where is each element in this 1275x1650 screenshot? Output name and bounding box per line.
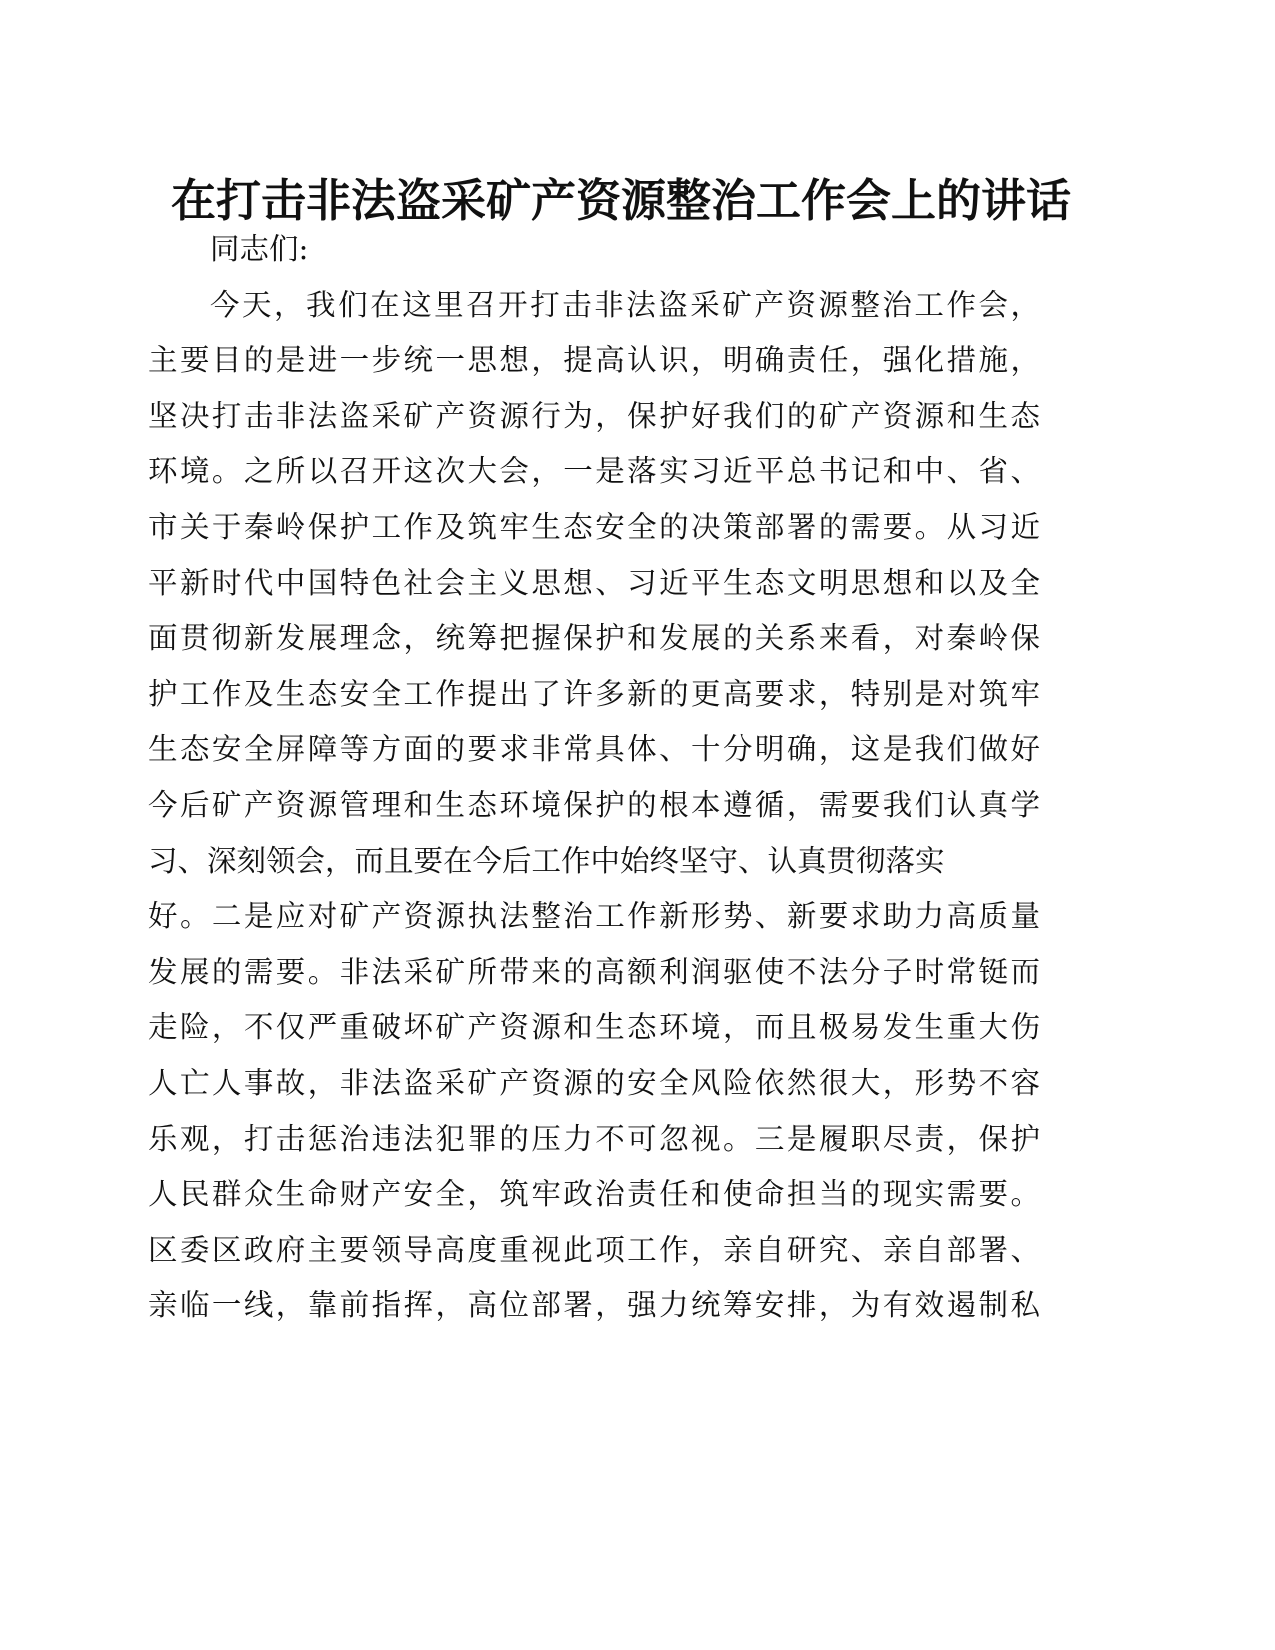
paragraph-line: 环境。之所以召开这次大会，一是落实习近平总书记和中、省、 [148, 454, 1040, 489]
paragraph-line: 走险，不仅严重破坏矿产资源和生态环境，而且极易发生重大伤 [148, 1010, 1040, 1045]
paragraph-line: 今后矿产资源管理和生态环境保护的根本遵循，需要我们认真学 [148, 787, 1040, 822]
document-title: 在打击非法盗采矿产资源整治工作会上的讲话 [170, 174, 1071, 227]
paragraph-line: 好。二是应对矿产资源执法整治工作新形势、新要求助力高质量 [148, 899, 1040, 934]
paragraph-line: 平新时代中国特色社会主义思想、习近平生态文明思想和以及全 [148, 565, 1040, 600]
paragraph-line: 市关于秦岭保护工作及筑牢生态安全的决策部署的需要。从习近 [148, 509, 1040, 544]
greeting-line: 同志们: [210, 232, 309, 266]
paragraph-line: 习、深刻领会，而且要在今后工作中始终坚守、认真贯彻落实 [148, 843, 945, 878]
paragraph-line: 主要目的是进一步统一思想，提高认识，明确责任，强化措施， [148, 343, 1040, 378]
paragraph-line: 人民群众生命财产安全，筑牢政治责任和使命担当的现实需要。 [148, 1177, 1040, 1212]
paragraph-line: 坚决打击非法盗采矿产资源行为，保护好我们的矿产资源和生态 [148, 398, 1040, 433]
paragraph-line: 发展的需要。非法采矿所带来的高额利润驱使不法分子时常铤而 [148, 954, 1040, 989]
paragraph-line: 面贯彻新发展理念，统筹把握保护和发展的关系来看，对秦岭保 [148, 621, 1040, 656]
paragraph-line: 乐观，打击惩治违法犯罪的压力不可忽视。三是履职尽责，保护 [148, 1121, 1040, 1156]
paragraph-line: 亲临一线，靠前指挥，高位部署，强力统筹安排，为有效遏制私 [148, 1288, 1040, 1323]
paragraph-line: 今天，我们在这里召开打击非法盗采矿产资源整治工作会， [210, 287, 1040, 322]
paragraph-line: 护工作及生态安全工作提出了许多新的更高要求，特别是对筑牢 [148, 676, 1040, 711]
paragraph-line: 人亡人事故，非法盗采矿产资源的安全风险依然很大，形势不容 [148, 1065, 1040, 1100]
paragraph-line: 生态安全屏障等方面的要求非常具体、十分明确，这是我们做好 [148, 732, 1040, 767]
document-body [148, 222, 1040, 1334]
paragraph-line: 区委区政府主要领导高度重视此项工作，亲自研究、亲自部署、 [148, 1232, 1040, 1267]
